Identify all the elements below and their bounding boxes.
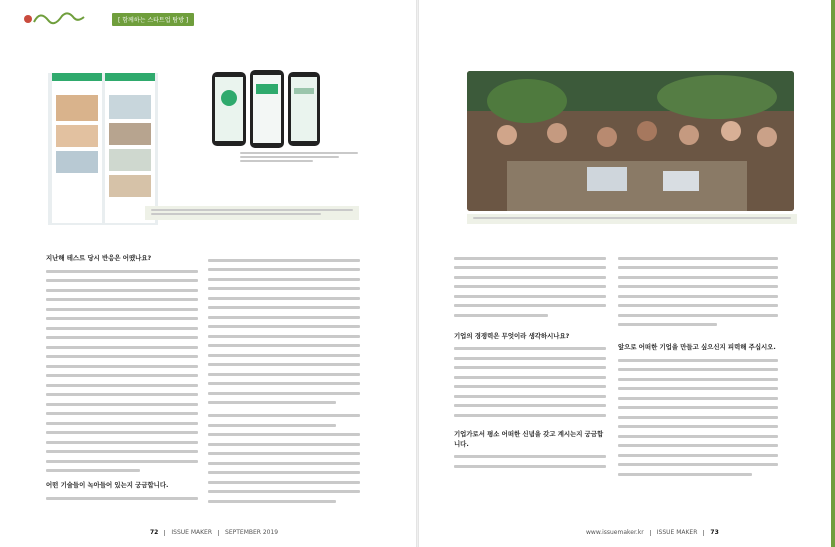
team-photo-caption	[467, 214, 797, 224]
question-heading: 앞으로 어떠한 기업을 만들고 싶으신지 피력해 주십시오.	[618, 343, 776, 351]
phones-illustration	[210, 68, 322, 150]
right-page	[418, 0, 835, 547]
folio-brand: ISSUE MAKER	[171, 529, 213, 536]
app-screenshot-image	[48, 73, 158, 225]
page-number: 72	[150, 529, 159, 536]
left-column-2	[208, 252, 360, 503]
left-folio	[150, 529, 278, 536]
left-page	[0, 0, 417, 547]
page-number: 73	[710, 529, 719, 536]
magazine-logo	[22, 8, 92, 28]
question-heading: 기업의 경쟁력은 무엇이라 생각하시나요?	[454, 331, 570, 340]
app-screens-illustration	[48, 73, 158, 225]
right-folio	[586, 529, 719, 536]
left-column-1	[46, 250, 198, 500]
question-heading: 어떤 기술들이 녹아들어 있는지 궁금합니다.	[46, 481, 169, 489]
question-heading: 지난해 테스트 당시 반응은 어땠나요?	[46, 254, 152, 262]
team-photo-illustration	[467, 71, 794, 211]
team-photo	[467, 71, 794, 211]
app-caption	[145, 206, 359, 220]
right-column-2	[618, 250, 778, 476]
folio-date: SEPTEMBER 2019	[225, 529, 279, 536]
phone-mockup-image	[210, 68, 322, 150]
folio-brand: ISSUE MAKER	[656, 529, 698, 536]
right-column-1	[454, 250, 606, 468]
accent-edge	[831, 0, 835, 547]
section-tag: [ 함께하는 스타트업 탐방 ]	[112, 13, 194, 26]
phone-caption	[240, 150, 358, 162]
question-heading: 기업가로서 평소 어떠한 신념을 갖고 계시는지 궁금합니다.	[454, 429, 604, 448]
folio-url: www.issuemaker.kr	[586, 529, 644, 536]
